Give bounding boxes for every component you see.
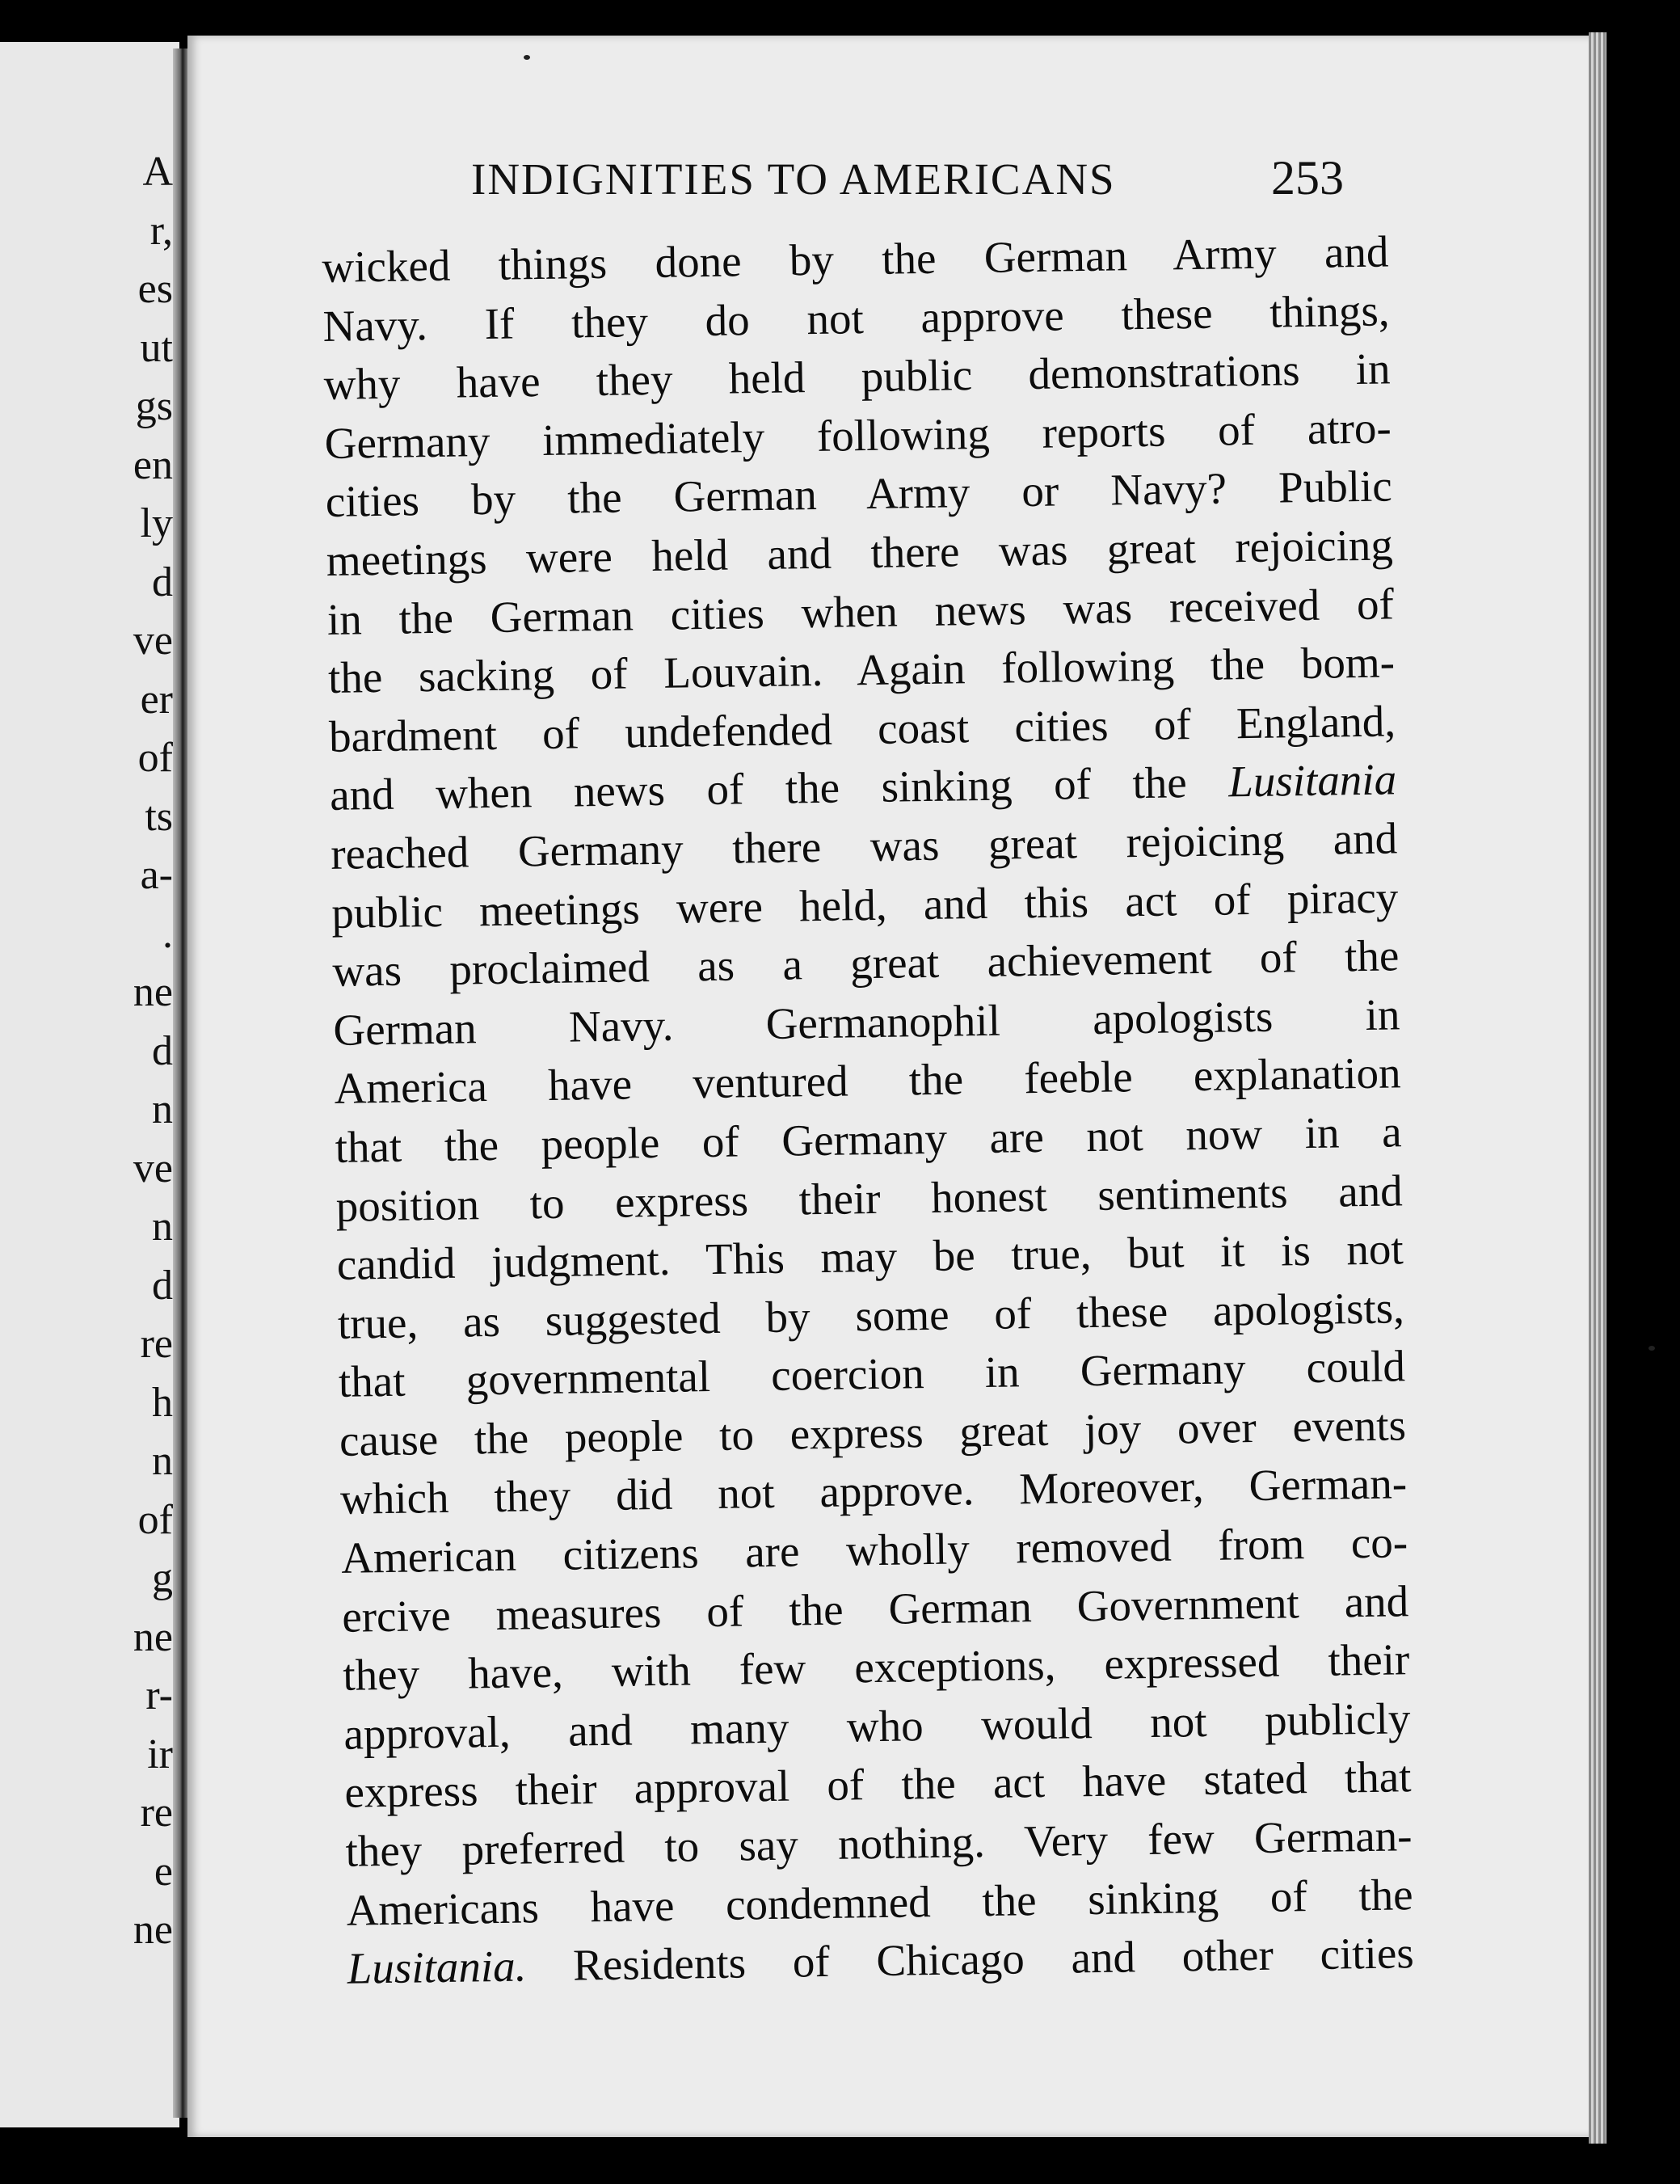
text-line: which they did not approve. Moreover, German- [339, 1458, 1408, 1524]
previous-page-line-fragment: d [152, 559, 173, 605]
previous-page-line-fragment: ir [147, 1731, 173, 1777]
previous-page-line-fragment: ne [133, 969, 173, 1015]
book-gutter [173, 48, 189, 2118]
previous-page-line-fragment: re [140, 1321, 173, 1367]
text-line: why have they held public demonstrations in [323, 344, 1391, 410]
text-line: German Navy. Germanophil apologists in [333, 989, 1400, 1055]
body-text [322, 222, 1414, 1998]
page-header [471, 150, 1344, 215]
previous-page-line-fragment: ne [133, 1613, 173, 1660]
ship-name-italic: Lusitania. [347, 1941, 527, 1993]
previous-page-line-fragment: er [140, 676, 173, 723]
text-line: the sacking of Louvain. Again following the bom- [327, 637, 1396, 703]
previous-page-line-fragment: gs [135, 383, 173, 429]
previous-page-line-fragment: A [142, 149, 173, 195]
running-head: INDIGNITIES TO AMERICANS [471, 154, 1116, 204]
text-line: Navy. If they do not approve these things, [322, 285, 1390, 351]
text-line: they have, with few exceptions, expressed their [342, 1634, 1410, 1701]
previous-page-line-fragment: of [137, 735, 173, 781]
text-line: candid judgment. This may be true, but it is not [336, 1224, 1404, 1289]
previous-page-line-fragment: es [137, 266, 173, 312]
text-line: America have ventured the feeble explanation [334, 1048, 1401, 1114]
previous-page-line-fragment: ve [133, 618, 173, 664]
previous-page-line-fragment: n [152, 1086, 173, 1132]
page-number: 253 [1271, 151, 1344, 204]
previous-page-line-fragment: r, [149, 207, 173, 254]
text-line: meetings were held and there was great rejoicing [326, 520, 1394, 585]
previous-page-line-fragment: e [154, 1848, 173, 1895]
previous-page-line-fragment: n [152, 1438, 173, 1484]
text-line: cities by the German Army or Navy? Public [325, 461, 1393, 527]
previous-page-line-fragment: ut [140, 324, 173, 371]
text-line: that the people of Germany are not now in a [335, 1107, 1402, 1172]
previous-page-line-fragment: ly [140, 500, 173, 546]
text-run: Residents of Chicago and other cities [572, 1928, 1415, 1990]
text-line: they preferred to say nothing. Very few German- [345, 1811, 1413, 1876]
scan-speck [1648, 1346, 1655, 1351]
text-line: that governmental coercion in Germany could [338, 1341, 1406, 1407]
text-line: reached Germany there was great rejoicing and [330, 813, 1398, 879]
scan-speck [524, 55, 530, 60]
text-line: true, as suggested by some of these apologists, [337, 1282, 1405, 1348]
ship-name-italic: Lusitania [1227, 754, 1397, 807]
text-line: in the German cities when news was received of [326, 578, 1395, 644]
text-line: Germany immediately following reports of atro- [324, 403, 1392, 468]
previous-page-line-fragment: g [152, 1555, 173, 1601]
previous-page-line-fragment: en [133, 441, 173, 488]
previous-page-line-fragment: of [137, 1496, 173, 1543]
text-line: Americans have condemned the sinking of the [346, 1869, 1413, 1935]
previous-page-line-fragment: a- [140, 852, 173, 898]
text-line: wicked things done by the German Army and [322, 226, 1389, 292]
previous-page-line-fragment: d [152, 1262, 173, 1309]
text-line: bardment of undefended coast cities of England, [328, 696, 1396, 761]
previous-page-line-fragment: n [152, 1204, 173, 1250]
text-line: public meetings were held, and this act of piracy [331, 871, 1399, 938]
text-line: was proclaimed as a great achievement of the [331, 930, 1400, 997]
previous-page-line-fragment: d [152, 1027, 173, 1074]
previous-page-line-fragment: re [140, 1790, 173, 1836]
previous-page-line-fragment: h [152, 1379, 173, 1426]
text-line: American citizens are wholly removed from co- [340, 1517, 1408, 1583]
previous-page-fragment [0, 42, 179, 2127]
text-run: and when news of the sinking of the [329, 757, 1188, 820]
page-edge [1589, 32, 1606, 2144]
previous-page-line-fragment: r- [145, 1672, 173, 1718]
text-line: ercive measures of the German Government and [341, 1575, 1409, 1642]
previous-page-line-fragment: ve [133, 1145, 173, 1191]
text-line: position to express their honest sentiments and [335, 1165, 1404, 1231]
text-line: approval, and many who would not publicly [343, 1693, 1411, 1759]
previous-page-line-fragment: ts [145, 793, 173, 840]
text-line: cause the people to express great joy over events [339, 1400, 1407, 1465]
text-line: express their approval of the act have stated that [344, 1752, 1412, 1818]
previous-page-line-fragment: ne [133, 1907, 173, 1953]
previous-page-line-fragment: . [162, 910, 173, 957]
